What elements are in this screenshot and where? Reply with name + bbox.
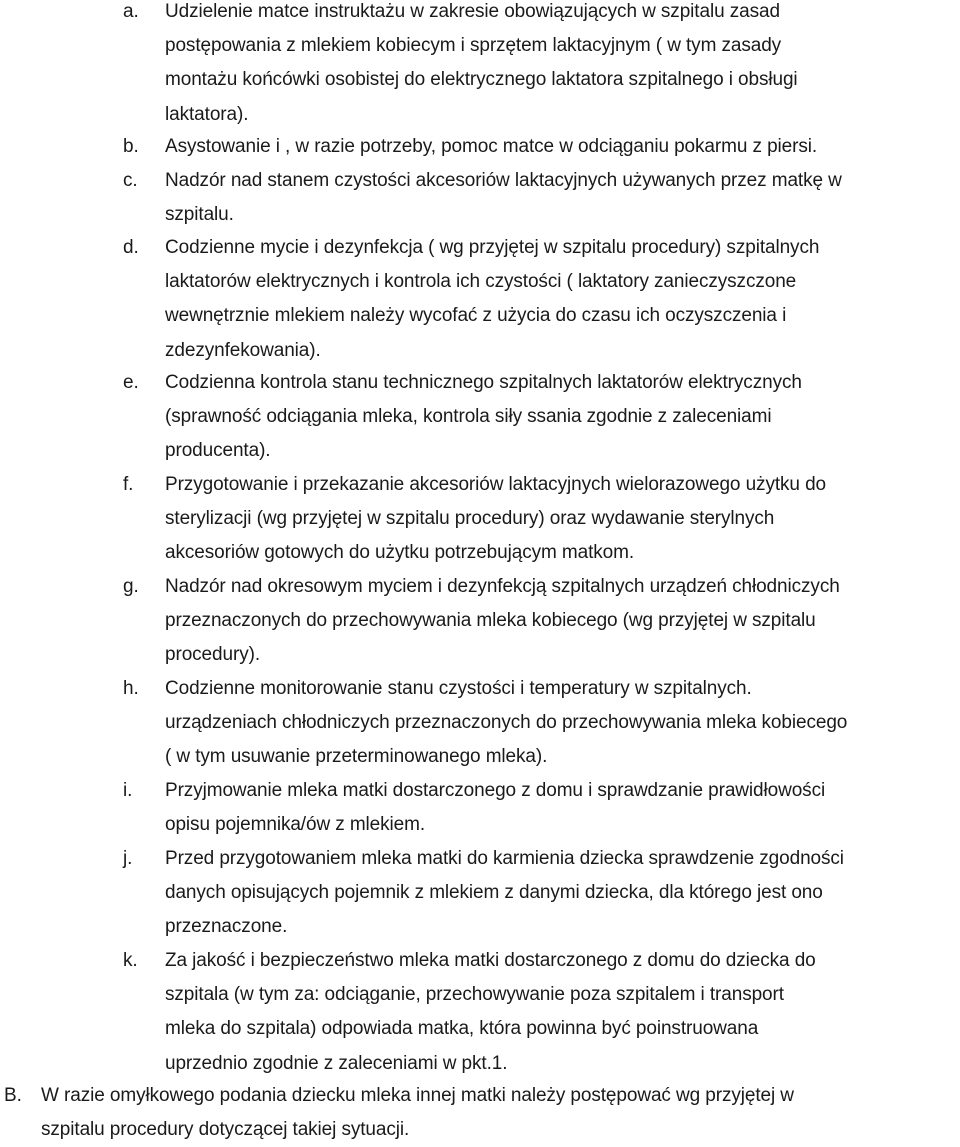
text-line: (sprawność odciągania mleka, kontrola siły ssania zgodnie z zaleceniami	[165, 406, 772, 428]
text-line: danych opisujących pojemnik z mlekiem z danymi dziecka, dla którego jest ono	[165, 882, 823, 904]
list-marker: h.	[123, 678, 139, 699]
list-marker: b.	[123, 136, 139, 157]
text-line: przeznaczonych do przechowywania mleka kobiecego (wg przyjętej w szpitalu	[165, 610, 816, 632]
text-line: urządzeniach chłodniczych przeznaczonych do przechowywania mleka kobiecego	[165, 712, 848, 734]
list-marker: k.	[123, 950, 138, 971]
text-line: producenta).	[165, 440, 271, 462]
text-line: montażu końcówki osobistej do elektrycznego laktatora szpitalnego i obsługi	[165, 69, 798, 91]
text-line: laktatorów elektrycznych i kontrola ich czystości ( laktatory zanieczyszczone	[165, 271, 797, 293]
list-marker: g.	[123, 576, 139, 597]
list-item-text	[165, 468, 826, 571]
list-marker: j.	[123, 848, 133, 869]
list-marker: c.	[123, 170, 138, 191]
text-line: Nadzór nad okresowym myciem i dezynfekcją szpitalnych urządzeń chłodniczych	[165, 576, 840, 597]
section-marker: B.	[4, 1085, 22, 1106]
text-line: W razie omyłkowego podania dziecku mleka innej matki należy postępować wg przyjętej w	[41, 1085, 794, 1106]
list-item-text	[165, 164, 842, 232]
text-line: postępowania z mlekiem kobiecym i sprzętem laktacyjnym ( w tym zasady	[165, 35, 782, 57]
list-item-text	[165, 570, 840, 673]
text-line: sterylizacji (wg przyjętej w szpitalu procedury) oraz wydawanie sterylnych	[165, 508, 775, 530]
text-line: Udzielenie matce instruktażu w zakresie obowiązujących w szpitalu zasad	[165, 1, 780, 22]
text-line: Przygotowanie i przekazanie akcesoriów laktacyjnych wielorazowego użytku do	[165, 474, 826, 495]
text-line: procedury).	[165, 644, 260, 666]
text-line: Przed przygotowaniem mleka matki do karmienia dziecka sprawdzenie zgodności	[165, 848, 844, 869]
text-line: ( w tym usuwanie przeterminowanego mleka).	[165, 746, 548, 768]
list-item-text	[165, 130, 817, 164]
text-line: Asystowanie i , w razie potrzeby, pomoc matce w odciąganiu pokarmu z piersi.	[165, 136, 818, 157]
list-item-text	[165, 842, 844, 945]
text-line: mleka do szpitala) odpowiada matka, która powinna być poinstruowana	[165, 1018, 759, 1040]
text-line: opisu pojemnika/ów z mlekiem.	[165, 814, 426, 836]
list-marker: i.	[123, 780, 133, 801]
list-marker: a.	[123, 1, 139, 22]
list-marker: d.	[123, 237, 139, 258]
text-line: przeznaczone.	[165, 916, 288, 938]
text-line: zdezynfekowania).	[165, 339, 321, 361]
list-item-text	[165, 672, 847, 775]
text-line: Nadzór nad stanem czystości akcesoriów laktacyjnych używanych przez matkę w	[165, 170, 842, 191]
section-text	[41, 1079, 794, 1147]
list-item-text	[165, 366, 802, 469]
list-item-text	[165, 944, 816, 1081]
text-line: Codzienne monitorowanie stanu czystości i temperatury w szpitalnych.	[165, 678, 752, 699]
list-marker: f.	[123, 474, 134, 495]
text-line: szpitala (w tym za: odciąganie, przechowywanie poza szpitalem i transport	[165, 984, 784, 1006]
text-line: Codzienne mycie i dezynfekcja ( wg przyjętej w szpitalu procedury) szpitalnych	[165, 237, 820, 258]
text-line: laktatora).	[165, 103, 249, 125]
list-marker: e.	[123, 372, 139, 393]
text-line: szpitalu.	[165, 204, 234, 226]
text-line: uprzednio zgodnie z zaleceniami w pkt.1.	[165, 1052, 508, 1074]
text-line: szpitalu procedury dotyczącej takiej sytuacji.	[41, 1119, 410, 1141]
list-item-text	[165, 774, 825, 842]
list-item-text	[165, 0, 798, 132]
text-line: Codzienna kontrola stanu technicznego szpitalnych laktatorów elektrycznych	[165, 372, 802, 393]
text-line: Przyjmowanie mleka matki dostarczonego z domu i sprawdzanie prawidłowości	[165, 780, 826, 801]
text-line: wewnętrznie mlekiem należy wycofać z użycia do czasu ich oczyszczenia i	[165, 305, 787, 327]
text-line: Za jakość i bezpieczeństwo mleka matki dostarczonego z domu do dziecka do	[165, 950, 816, 971]
list-item-text	[165, 231, 819, 368]
text-line: akcesoriów gotowych do użytku potrzebującym matkom.	[165, 542, 635, 564]
